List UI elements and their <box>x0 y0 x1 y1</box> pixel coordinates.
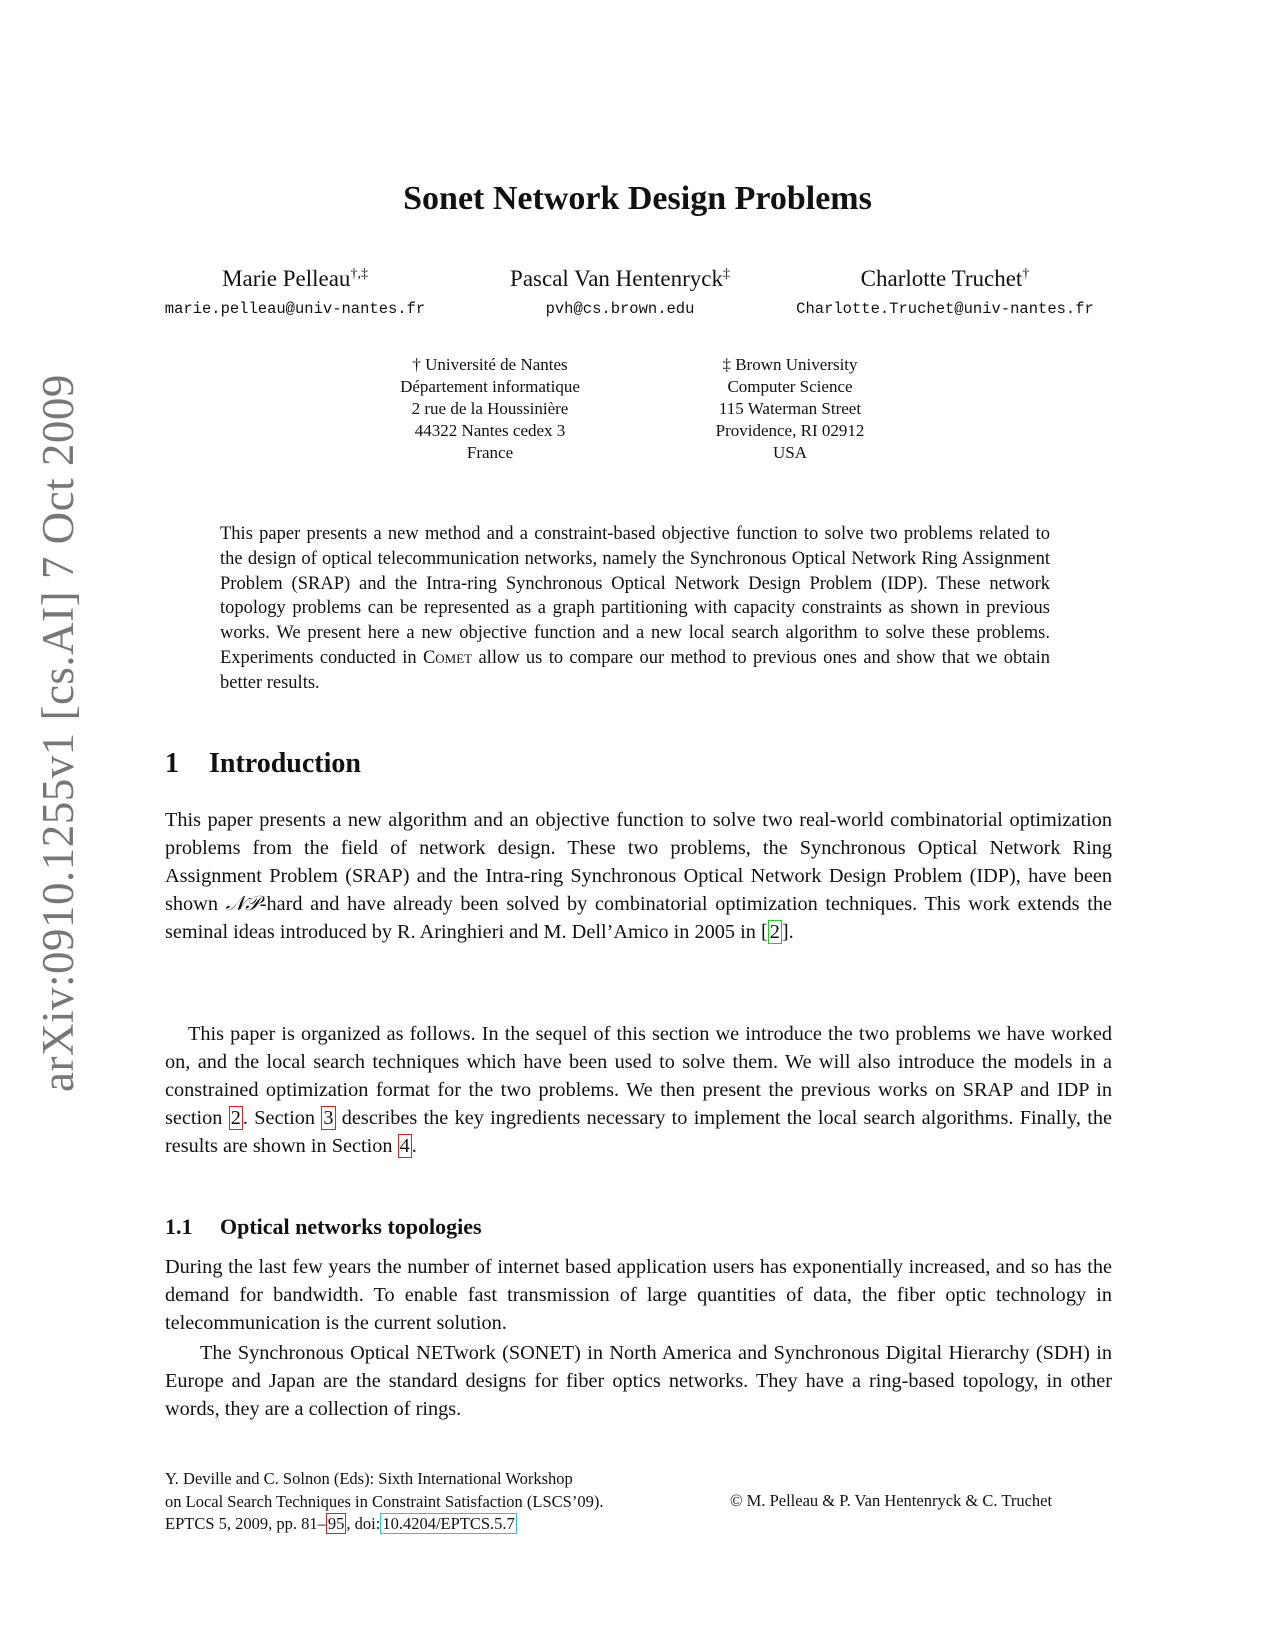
doi-link[interactable]: 10.4204/EPTCS.5.7 <box>382 1514 515 1533</box>
affiliation-line: ‡ Brown University <box>722 355 858 374</box>
author-name: Pascal Van Hentenryck‡ <box>510 266 730 291</box>
abstract: This paper presents a new method and a constraint-based objective function to solve two problems related to the design of optical telecommunication networks, namely the Synchronous Optical Network Ring Assignment Problem (SRAP) and the Intra-ring Synchronous Optical Network Design Problem (IDP). These network topology problems can be represented as a graph partitioning with capacity constraints as shown in previous works. We present here a new objective function and a new local search algorithm to solve these problems. Experiments conducted in Comet allow us to compare our method to previous ones and show that we obtain better results. <box>220 524 1050 693</box>
footer-line: EPTCS 5, 2009, pp. 81– 95 , doi: 10.4204/EPTCS.5.7 <box>165 1514 515 1533</box>
footer-line: Y. Deville and C. Solnon (Eds): Sixth International Workshop <box>165 1469 573 1488</box>
affiliation-nantes <box>370 354 610 464</box>
optical-networks-text <box>165 1253 1112 1423</box>
affiliation-line: Providence, RI 02912 <box>715 421 865 440</box>
intro-paragraph: This paper presents a new algorithm and an objective function to solve two real-world combinatorial optimization problems from the field of network design. These two problems, the Synchronous Optical Network Ring Assignment Problem (SRAP) and the Intra-ring Synchronous Optical Network Design Problem (IDP), have been shown 𝒩𝒫-hard and have already been solved by combinatorial optimization techniques. This work extends the seminal ideas introduced by R. Aringhieri and M. Dell’Amico in 2005 in [2]. <box>165 809 1112 943</box>
affiliation-line: Computer Science <box>727 377 853 396</box>
affiliation-line: 2 rue de la Houssinière <box>411 399 569 418</box>
affiliation-line: Département informatique <box>400 377 580 396</box>
author-block <box>470 266 770 318</box>
copyright-notice: © M. Pelleau & P. Van Hentenryck & C. Truchet <box>730 1491 1053 1510</box>
body-paragraph: During the last few years the number of internet based application users has exponentially increased, and so has the demand for bandwidth. To enable fast transmission of large quantities of data, the fiber optic technology in telecommunication is the current solution. <box>165 1256 1112 1334</box>
affiliation-line: † Université de Nantes <box>412 355 568 374</box>
author-email: pvh@cs.brown.edu <box>545 300 695 318</box>
footer-line: on Local Search Techniques in Constraint Satisfaction (LSCS’09). <box>165 1491 604 1511</box>
publication-footer <box>165 1468 603 1536</box>
subsection-heading-optical-networks: 1.1 Optical networks topologies <box>165 1214 482 1239</box>
author-email: Charlotte.Truchet@univ-nantes.fr <box>796 300 1094 318</box>
comet-name: Comet <box>422 647 473 668</box>
affiliation-line: 44322 Nantes cedex 3 <box>414 421 566 440</box>
last-page-link[interactable]: 95 <box>327 1514 345 1533</box>
author-name: Marie Pelleau†,‡ <box>222 266 368 291</box>
body-paragraph: The Synchronous Optical NETwork (SONET) in North America and Synchronous Digital Hierarchy (SDH) in Europe and Japan are the standard designs for fiber optics networks. They have a ring-based topology, in other words, they are a collection of rings. <box>165 1342 1112 1420</box>
author-block <box>140 266 450 318</box>
section-heading-introduction: 1 Introduction <box>165 748 361 779</box>
affiliation-line: France <box>466 443 514 462</box>
np-symbol: 𝒩𝒫 <box>225 893 260 915</box>
section-ref-link[interactable]: 3 <box>323 1107 334 1129</box>
section-ref-link[interactable]: 2 <box>230 1107 241 1129</box>
affiliation-line: USA <box>772 443 807 462</box>
citation-link[interactable]: 2 <box>769 921 780 943</box>
author-block <box>770 266 1120 318</box>
author-name: Charlotte Truchet† <box>860 266 1030 291</box>
affiliation-brown <box>680 354 900 464</box>
organization-paragraph: This paper is organized as follows. In the sequel of this section we introduce the two problems we have worked on, and the local search techniques which have been used to solve them. We will also introduce the models in a constrained optimization format for the two problems. We then present the previous works on SRAP and IDP in section 2. Section 3 describes the key ingredients necessary to implement the local search algorithms. Finally, the results are shown in Section 4. <box>165 1023 1112 1157</box>
author-email: marie.pelleau@univ-nantes.fr <box>164 300 426 318</box>
paper-title: Sonet Network Design Problems <box>403 180 872 217</box>
arxiv-sidebar-stamp: arXiv:0910.1255v1 [cs.AI] 7 Oct 2009 <box>33 374 83 1092</box>
affiliation-line: 115 Waterman Street <box>718 399 862 418</box>
section-ref-link[interactable]: 4 <box>399 1135 410 1157</box>
